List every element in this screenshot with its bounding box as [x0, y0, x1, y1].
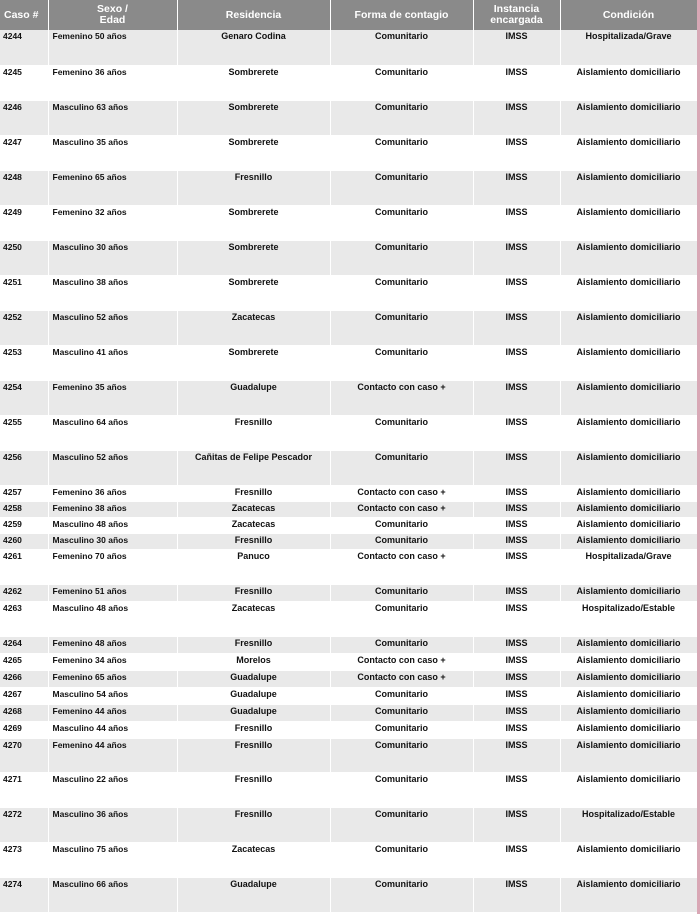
cell-residencia: Zacatecas	[177, 517, 330, 533]
cell-residencia: Morelos	[177, 653, 330, 670]
table-row	[0, 485, 697, 501]
cell-condicion: Aislamiento domiciliario	[560, 738, 697, 772]
cell-caso: 4248	[0, 170, 48, 205]
cell-condicion: Aislamiento domiciliario	[560, 687, 697, 704]
cell-condicion: Aislamiento domiciliario	[560, 636, 697, 653]
cell-residencia: Sombrerete	[177, 345, 330, 380]
cell-caso: 4254	[0, 380, 48, 415]
cell-residencia: Guadalupe	[177, 704, 330, 721]
cell-caso: 4249	[0, 205, 48, 240]
cell-sexo-edad: Femenino 50 años	[48, 30, 177, 65]
cell-residencia: Zacatecas	[177, 501, 330, 517]
header-sexo-edad-label: Sexo / Edad	[97, 3, 128, 26]
cell-forma-contagio: Comunitario	[330, 415, 473, 450]
cell-instancia: IMSS	[473, 240, 560, 275]
cell-sexo-edad: Masculino 30 años	[48, 533, 177, 549]
cell-sexo-edad: Masculino 41 años	[48, 345, 177, 380]
cell-caso: 4257	[0, 485, 48, 501]
cell-caso: 4269	[0, 721, 48, 738]
cell-residencia: Fresnillo	[177, 415, 330, 450]
cell-instancia: IMSS	[473, 549, 560, 584]
cell-sexo-edad: Femenino 65 años	[48, 670, 177, 687]
header-row	[0, 0, 697, 30]
cell-caso: 4252	[0, 310, 48, 345]
header-caso: Caso #	[0, 0, 48, 30]
cell-instancia: IMSS	[473, 533, 560, 549]
cell-caso: 4256	[0, 450, 48, 485]
cell-caso: 4273	[0, 842, 48, 877]
cell-forma-contagio: Comunitario	[330, 240, 473, 275]
table-row	[0, 807, 697, 842]
cell-sexo-edad: Femenino 51 años	[48, 584, 177, 601]
cell-caso: 4262	[0, 584, 48, 601]
table-row	[0, 380, 697, 415]
cell-sexo-edad: Femenino 38 años	[48, 501, 177, 517]
cell-caso: 4255	[0, 415, 48, 450]
cell-condicion: Aislamiento domiciliario	[560, 345, 697, 380]
cell-residencia: Fresnillo	[177, 807, 330, 842]
cell-instancia: IMSS	[473, 310, 560, 345]
cell-caso: 4272	[0, 807, 48, 842]
cell-forma-contagio: Comunitario	[330, 601, 473, 636]
cell-condicion: Hospitalizado/Estable	[560, 807, 697, 842]
header-residencia: Residencia	[177, 0, 330, 30]
table-row	[0, 670, 697, 687]
table-row	[0, 601, 697, 636]
cell-forma-contagio: Contacto con caso +	[330, 670, 473, 687]
cell-caso: 4250	[0, 240, 48, 275]
cell-forma-contagio: Comunitario	[330, 65, 473, 100]
cell-caso: 4260	[0, 533, 48, 549]
cell-instancia: IMSS	[473, 721, 560, 738]
cell-instancia: IMSS	[473, 30, 560, 65]
cell-sexo-edad: Masculino 54 años	[48, 687, 177, 704]
cell-residencia: Cañitas de Felipe Pescador	[177, 450, 330, 485]
cell-condicion: Aislamiento domiciliario	[560, 517, 697, 533]
cell-instancia: IMSS	[473, 687, 560, 704]
cell-instancia: IMSS	[473, 450, 560, 485]
cell-forma-contagio: Contacto con caso +	[330, 653, 473, 670]
cell-sexo-edad: Masculino 66 años	[48, 877, 177, 912]
cell-residencia: Sombrerete	[177, 65, 330, 100]
cell-residencia: Fresnillo	[177, 170, 330, 205]
cell-residencia: Fresnillo	[177, 533, 330, 549]
table-row	[0, 653, 697, 670]
cell-residencia: Fresnillo	[177, 584, 330, 601]
cell-condicion: Aislamiento domiciliario	[560, 65, 697, 100]
cell-condicion: Aislamiento domiciliario	[560, 415, 697, 450]
cell-condicion: Aislamiento domiciliario	[560, 310, 697, 345]
cell-caso: 4266	[0, 670, 48, 687]
cell-condicion: Aislamiento domiciliario	[560, 100, 697, 135]
cell-sexo-edad: Femenino 34 años	[48, 653, 177, 670]
header-forma-contagio: Forma de contagio	[330, 0, 473, 30]
cell-residencia: Guadalupe	[177, 687, 330, 704]
cell-forma-contagio: Comunitario	[330, 704, 473, 721]
table-row	[0, 738, 697, 772]
cell-sexo-edad: Femenino 48 años	[48, 636, 177, 653]
table-row	[0, 704, 697, 721]
table-row	[0, 636, 697, 653]
cell-instancia: IMSS	[473, 380, 560, 415]
cell-caso: 4267	[0, 687, 48, 704]
cell-condicion: Aislamiento domiciliario	[560, 653, 697, 670]
cell-residencia: Sombrerete	[177, 240, 330, 275]
cell-forma-contagio: Comunitario	[330, 275, 473, 310]
cell-caso: 4247	[0, 135, 48, 170]
cell-forma-contagio: Comunitario	[330, 721, 473, 738]
cell-caso: 4251	[0, 275, 48, 310]
cell-residencia: Zacatecas	[177, 601, 330, 636]
table-row	[0, 345, 697, 380]
cell-sexo-edad: Femenino 36 años	[48, 65, 177, 100]
cell-residencia: Guadalupe	[177, 380, 330, 415]
cell-residencia: Fresnillo	[177, 721, 330, 738]
cell-sexo-edad: Masculino 36 años	[48, 807, 177, 842]
table-row	[0, 415, 697, 450]
table-row	[0, 170, 697, 205]
cell-caso: 4259	[0, 517, 48, 533]
table-row	[0, 30, 697, 65]
cell-instancia: IMSS	[473, 670, 560, 687]
cell-forma-contagio: Comunitario	[330, 100, 473, 135]
cell-condicion: Aislamiento domiciliario	[560, 842, 697, 877]
cell-forma-contagio: Contacto con caso +	[330, 485, 473, 501]
cell-instancia: IMSS	[473, 275, 560, 310]
cell-caso: 4270	[0, 738, 48, 772]
header-instancia	[473, 0, 560, 30]
cell-residencia: Zacatecas	[177, 310, 330, 345]
cell-forma-contagio: Comunitario	[330, 30, 473, 65]
cell-forma-contagio: Comunitario	[330, 738, 473, 772]
cell-condicion: Aislamiento domiciliario	[560, 670, 697, 687]
cell-sexo-edad: Masculino 52 años	[48, 310, 177, 345]
cell-forma-contagio: Contacto con caso +	[330, 380, 473, 415]
cell-condicion: Aislamiento domiciliario	[560, 450, 697, 485]
cell-forma-contagio: Comunitario	[330, 687, 473, 704]
cell-forma-contagio: Comunitario	[330, 205, 473, 240]
table-row	[0, 240, 697, 275]
cell-sexo-edad: Femenino 35 años	[48, 380, 177, 415]
cell-condicion: Hospitalizada/Grave	[560, 30, 697, 65]
cell-residencia: Guadalupe	[177, 670, 330, 687]
cell-condicion: Aislamiento domiciliario	[560, 584, 697, 601]
table-row	[0, 772, 697, 807]
table-row	[0, 549, 697, 584]
cell-residencia: Panuco	[177, 549, 330, 584]
cell-condicion: Aislamiento domiciliario	[560, 704, 697, 721]
cell-instancia: IMSS	[473, 584, 560, 601]
header-condicion: Condición	[560, 0, 697, 30]
cell-sexo-edad: Masculino 48 años	[48, 601, 177, 636]
cell-caso: 4258	[0, 501, 48, 517]
cell-sexo-edad: Femenino 44 años	[48, 738, 177, 772]
table-row	[0, 135, 697, 170]
cell-forma-contagio: Comunitario	[330, 450, 473, 485]
cell-instancia: IMSS	[473, 345, 560, 380]
cell-condicion: Aislamiento domiciliario	[560, 501, 697, 517]
cell-condicion: Aislamiento domiciliario	[560, 485, 697, 501]
cell-residencia: Fresnillo	[177, 772, 330, 807]
cell-caso: 4265	[0, 653, 48, 670]
cell-instancia: IMSS	[473, 636, 560, 653]
cell-sexo-edad: Femenino 70 años	[48, 549, 177, 584]
cell-sexo-edad: Masculino 35 años	[48, 135, 177, 170]
cell-condicion: Hospitalizada/Grave	[560, 549, 697, 584]
cell-caso: 4268	[0, 704, 48, 721]
cell-instancia: IMSS	[473, 485, 560, 501]
cell-caso: 4244	[0, 30, 48, 65]
cell-caso: 4271	[0, 772, 48, 807]
cell-sexo-edad: Femenino 36 años	[48, 485, 177, 501]
table-row	[0, 687, 697, 704]
cell-instancia: IMSS	[473, 704, 560, 721]
cell-sexo-edad: Masculino 44 años	[48, 721, 177, 738]
cell-forma-contagio: Comunitario	[330, 135, 473, 170]
table-row	[0, 310, 697, 345]
cell-sexo-edad: Masculino 38 años	[48, 275, 177, 310]
cell-instancia: IMSS	[473, 135, 560, 170]
cell-sexo-edad: Femenino 32 años	[48, 205, 177, 240]
cell-condicion: Hospitalizado/Estable	[560, 601, 697, 636]
cell-instancia: IMSS	[473, 501, 560, 517]
cell-forma-contagio: Comunitario	[330, 584, 473, 601]
table-row	[0, 584, 697, 601]
cell-condicion: Aislamiento domiciliario	[560, 721, 697, 738]
table-row	[0, 517, 697, 533]
cell-caso: 4263	[0, 601, 48, 636]
table-row	[0, 842, 697, 877]
cell-instancia: IMSS	[473, 517, 560, 533]
cell-caso: 4261	[0, 549, 48, 584]
table-row	[0, 100, 697, 135]
cell-sexo-edad: Masculino 22 años	[48, 772, 177, 807]
cell-residencia: Guadalupe	[177, 877, 330, 912]
cell-instancia: IMSS	[473, 842, 560, 877]
cell-forma-contagio: Comunitario	[330, 310, 473, 345]
cell-instancia: IMSS	[473, 65, 560, 100]
cell-forma-contagio: Comunitario	[330, 170, 473, 205]
cell-condicion: Aislamiento domiciliario	[560, 135, 697, 170]
cell-instancia: IMSS	[473, 601, 560, 636]
cell-instancia: IMSS	[473, 205, 560, 240]
cell-sexo-edad: Masculino 30 años	[48, 240, 177, 275]
cell-forma-contagio: Comunitario	[330, 517, 473, 533]
cell-caso: 4245	[0, 65, 48, 100]
cell-instancia: IMSS	[473, 772, 560, 807]
table-row	[0, 501, 697, 517]
cell-residencia: Zacatecas	[177, 842, 330, 877]
cell-residencia: Fresnillo	[177, 485, 330, 501]
cell-forma-contagio: Contacto con caso +	[330, 501, 473, 517]
cell-forma-contagio: Comunitario	[330, 807, 473, 842]
cell-sexo-edad: Masculino 63 años	[48, 100, 177, 135]
cell-caso: 4274	[0, 877, 48, 912]
cell-condicion: Aislamiento domiciliario	[560, 877, 697, 912]
cell-residencia: Sombrerete	[177, 205, 330, 240]
cell-forma-contagio: Comunitario	[330, 345, 473, 380]
header-sexo-edad	[48, 0, 177, 30]
cell-condicion: Aislamiento domiciliario	[560, 205, 697, 240]
cell-sexo-edad: Femenino 44 años	[48, 704, 177, 721]
cell-condicion: Aislamiento domiciliario	[560, 380, 697, 415]
cell-residencia: Fresnillo	[177, 738, 330, 772]
header-instancia-label: Instancia encargada	[490, 3, 543, 26]
table-row	[0, 65, 697, 100]
cell-forma-contagio: Comunitario	[330, 772, 473, 807]
cell-instancia: IMSS	[473, 170, 560, 205]
table-row	[0, 450, 697, 485]
table-row	[0, 205, 697, 240]
table-row	[0, 877, 697, 912]
cell-instancia: IMSS	[473, 807, 560, 842]
cell-instancia: IMSS	[473, 653, 560, 670]
cell-sexo-edad: Masculino 75 años	[48, 842, 177, 877]
cell-residencia: Genaro Codina	[177, 30, 330, 65]
cell-residencia: Sombrerete	[177, 275, 330, 310]
cell-sexo-edad: Femenino 65 años	[48, 170, 177, 205]
cell-condicion: Aislamiento domiciliario	[560, 533, 697, 549]
cell-residencia: Sombrerete	[177, 100, 330, 135]
cell-forma-contagio: Contacto con caso +	[330, 549, 473, 584]
table-row	[0, 721, 697, 738]
cell-instancia: IMSS	[473, 738, 560, 772]
table-row	[0, 275, 697, 310]
cell-sexo-edad: Masculino 64 años	[48, 415, 177, 450]
cell-forma-contagio: Comunitario	[330, 842, 473, 877]
cell-sexo-edad: Masculino 48 años	[48, 517, 177, 533]
cell-condicion: Aislamiento domiciliario	[560, 240, 697, 275]
cell-instancia: IMSS	[473, 877, 560, 912]
cell-caso: 4264	[0, 636, 48, 653]
cell-condicion: Aislamiento domiciliario	[560, 772, 697, 807]
cell-sexo-edad: Masculino 52 años	[48, 450, 177, 485]
cell-caso: 4246	[0, 100, 48, 135]
cell-condicion: Aislamiento domiciliario	[560, 275, 697, 310]
table-header	[0, 0, 697, 30]
table-row	[0, 533, 697, 549]
cell-forma-contagio: Comunitario	[330, 533, 473, 549]
cell-condicion: Aislamiento domiciliario	[560, 170, 697, 205]
cell-caso: 4253	[0, 345, 48, 380]
cell-residencia: Sombrerete	[177, 135, 330, 170]
table-body	[0, 30, 697, 912]
cell-forma-contagio: Comunitario	[330, 877, 473, 912]
cell-residencia: Fresnillo	[177, 636, 330, 653]
cell-forma-contagio: Comunitario	[330, 636, 473, 653]
cell-instancia: IMSS	[473, 415, 560, 450]
cell-instancia: IMSS	[473, 100, 560, 135]
